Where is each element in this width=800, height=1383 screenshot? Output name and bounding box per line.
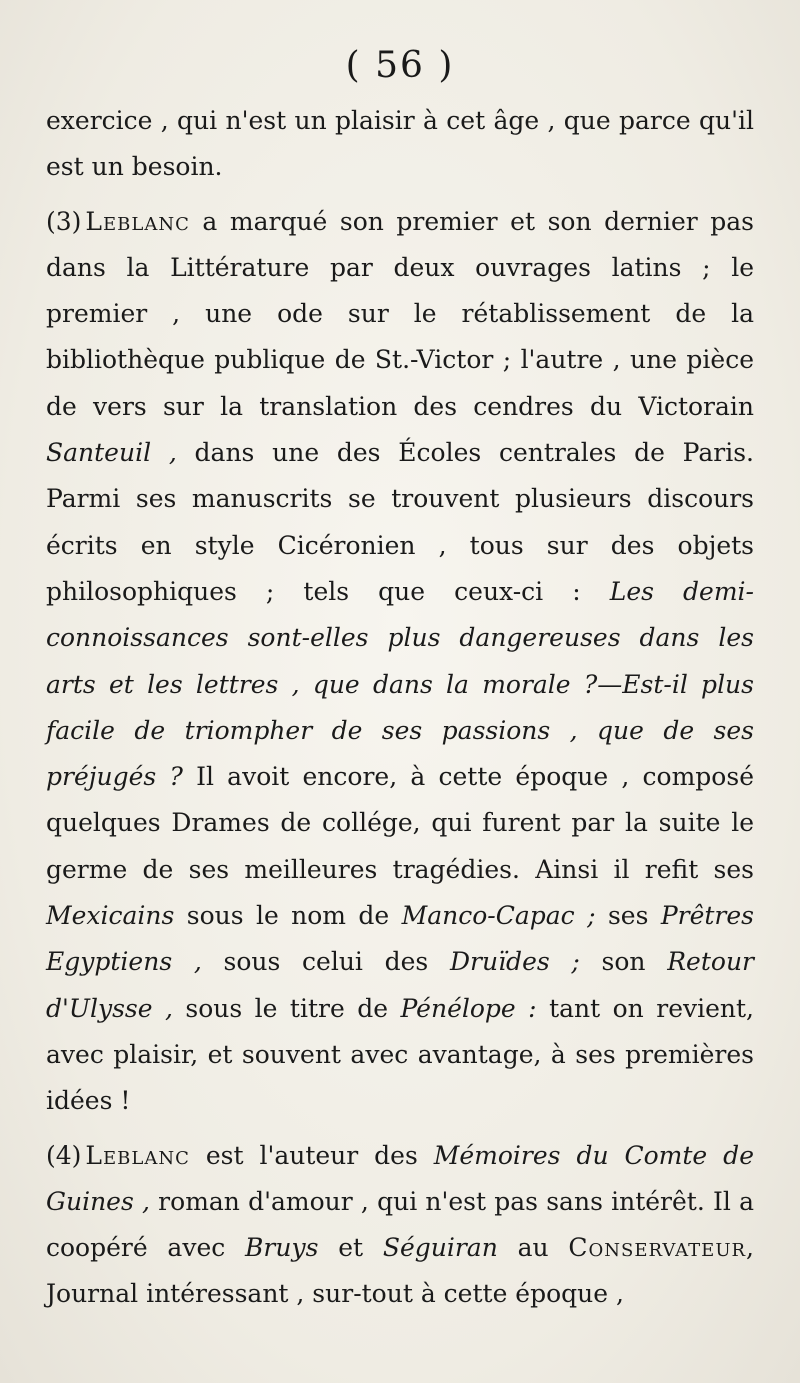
text-run: sous le titre de bbox=[172, 993, 401, 1023]
italic-run: Bruys bbox=[245, 1233, 319, 1263]
text-run: sous le nom de bbox=[174, 901, 402, 931]
italic-run: Santeuil , bbox=[46, 438, 177, 468]
text-run: Il avoit encore, à cette époque , composé quelques Drames de collége, qui furent par la suite le germe de ses meilleures tragédies. Ainsi il refit ses bbox=[46, 762, 754, 884]
italic-run: Les demi-connoissances sont-elles plus dangereuses dans les arts et les lettres , que dans la morale ?—Est-il plus facile de triompher de ses passions , que de ses préjugés ? bbox=[46, 576, 755, 792]
text-run: et bbox=[318, 1233, 383, 1263]
text-run: roman d'amour , qui n'est pas sans intérêt. Il a coopéré avec bbox=[46, 1186, 755, 1263]
italic-run: Manco-Capac ; bbox=[401, 901, 596, 931]
note-number: (4) bbox=[46, 1140, 82, 1170]
note-3 bbox=[46, 199, 754, 1125]
paragraph-continuation bbox=[46, 98, 754, 191]
italic-run: Prêtres Egyptiens , bbox=[46, 901, 755, 977]
italic-run: Mémoires du Comte de Guines , bbox=[46, 1140, 754, 1216]
text-run: est l'auteur des bbox=[189, 1140, 434, 1170]
author-name: Leblanc bbox=[85, 206, 190, 236]
journal-name: Conservateur bbox=[568, 1233, 747, 1263]
text-run: son bbox=[579, 947, 668, 977]
italic-run: Pénélope : bbox=[400, 993, 537, 1023]
italic-run: Druïdes ; bbox=[449, 947, 580, 977]
paragraph-text: exercice , qui n'est un plaisir à cet âge , que parce qu'il est un besoin. bbox=[46, 106, 754, 182]
italic-run: Retour d'Ulysse , bbox=[46, 947, 755, 1023]
text-run: sous celui des bbox=[201, 947, 450, 977]
page-number: ( 56 ) bbox=[345, 45, 455, 86]
text-run: a marqué son premier et son dernier pas dans la Littérature par deux ouvrages latins ; le premier , une ode sur le rétablissement de la bibliothèque publique de St.-Victor ; l'autre , une pièce de vers sur la translation des cendres du Victorain bbox=[46, 206, 754, 421]
italic-run: Séguiran bbox=[382, 1233, 498, 1263]
text-run: au bbox=[497, 1233, 569, 1263]
note-number: (3) bbox=[46, 206, 82, 236]
author-name: Leblanc bbox=[85, 1140, 190, 1170]
text-run: dans une des Écoles centrales de Paris. Parmi ses manuscrits se trouvent plusieurs discours écrits en style Cicéronien , tous sur des objets philosophiques ; tels que ceux-ci : bbox=[46, 438, 754, 606]
note-4 bbox=[46, 1133, 754, 1318]
text-run: , Journal intéressant , sur-tout à cette époque , bbox=[46, 1233, 754, 1309]
italic-run: Mexicains bbox=[46, 901, 175, 931]
text-run: ses bbox=[595, 901, 661, 931]
text-run: tant on revient, avec plaisir, et souvent avec avantage, à ses premières idées ! bbox=[46, 993, 754, 1116]
